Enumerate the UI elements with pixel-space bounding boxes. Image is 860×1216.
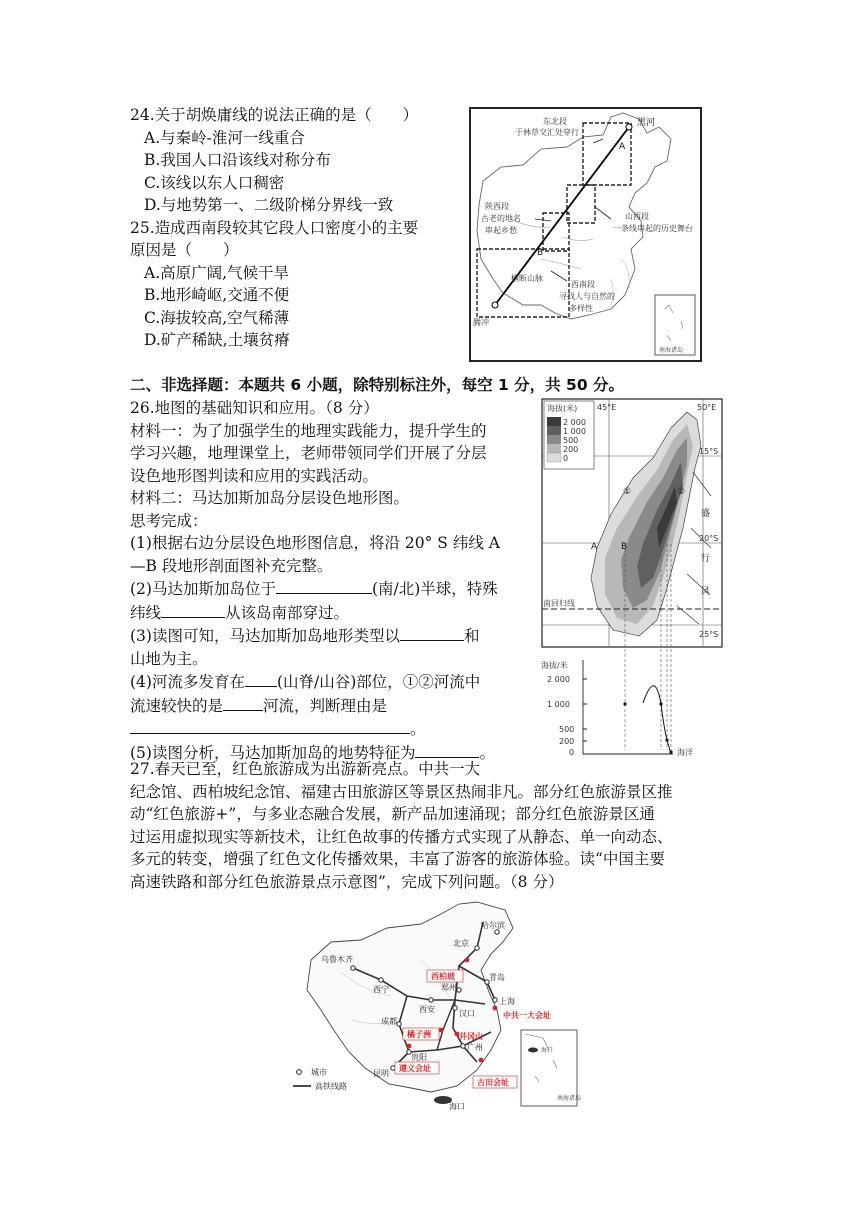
city-haikou: 海口 xyxy=(449,1102,465,1110)
city-xining: 西宁 xyxy=(373,985,389,994)
site-jinggangshan: 井冈山 xyxy=(459,1032,483,1041)
wind-label-2: 行 xyxy=(701,554,711,564)
site-zunyi: 遵义会址 xyxy=(399,1064,431,1073)
northeast-caption: 于林草交汇处穿行 xyxy=(515,128,579,137)
madagascar-figure xyxy=(541,398,723,756)
q24-option-a[interactable]: A.与秦岭-淮河一线重合 xyxy=(144,128,305,147)
q25-option-a[interactable]: A.高原广阔,气候干旱 xyxy=(144,263,290,282)
q26-blank-ridge-valley[interactable] xyxy=(245,670,277,687)
q26-blank-hemisphere[interactable] xyxy=(276,577,372,594)
legend-item-500: 500 xyxy=(563,436,579,445)
profile-tick-200: 200 xyxy=(559,737,575,746)
profile-tick-1000: 1 000 xyxy=(547,700,570,709)
southwest-title: 西南段 xyxy=(571,280,595,289)
shanxi-caption: 一条线串起的历史舞台 xyxy=(613,224,693,233)
southwest-caption1: 寻找人与自然的 xyxy=(559,292,615,301)
profile-tick-0: 0 xyxy=(569,748,575,756)
profile-tick-500: 500 xyxy=(559,725,575,734)
q26-p2-line1: (2)马达加斯加岛位于 (南/北)半球，特殊 xyxy=(130,577,500,601)
q26-p3-line2: 山地为主。 xyxy=(130,649,208,668)
q27-line1: 27.春天已至，红色旅游成为出游新亮点。中共一大 xyxy=(130,760,481,778)
q26-p4-line1: (4)河流多发育在 (山脊/山谷)部位，①②河流中 xyxy=(130,670,500,694)
shaanxi-caption2: 串起乡愁 xyxy=(485,226,517,235)
wind-label-3: 风 xyxy=(701,587,711,597)
q26-p2-line2: 纬线 从该岛南部穿过。 xyxy=(130,601,500,625)
q26-blank-terrain[interactable] xyxy=(400,624,464,641)
city-urumqi: 乌鲁木齐 xyxy=(321,955,353,964)
legend-title: 海拔(米) xyxy=(547,404,578,413)
shaanxi-caption1: 古老的地名 xyxy=(481,214,521,223)
southwest-segment-box xyxy=(477,249,569,317)
q27-line4: 过运用虚拟现实等新技术，让红色故事的传播方式实现了从静态、单一向动态、 xyxy=(130,827,673,846)
inset-city-haikou: 海口 xyxy=(541,1047,554,1054)
river-2-label: ② xyxy=(677,487,686,497)
q26-p4-line3: 。 xyxy=(130,717,500,741)
legend-city-label: 城市 xyxy=(311,1068,327,1077)
q27-line5: 多元的转变，增强了红色文化传播效果，丰富了游客的旅游体验。读“中国主要 xyxy=(130,850,665,868)
q26-think: 思考完成： xyxy=(130,511,208,530)
site-xibaipo: 西柏坡 xyxy=(431,972,455,981)
longitude-50e: 50°E xyxy=(697,403,717,412)
q27-line2: 纪念馆、西柏坡纪念馆、福建古田旅游区等景区热闹非凡。部分红色旅游景区推 xyxy=(130,782,673,801)
site-cpc-first-congress: 中共一大会址 xyxy=(503,1011,551,1020)
legend-item-2000: 2 000 xyxy=(563,418,586,427)
latitude-15s: 15°S xyxy=(699,447,719,456)
q26-p3-line1: (3)读图可知，马达加斯加岛地形类型以 和 xyxy=(130,624,500,648)
q25-option-c[interactable]: C.海拔较高,空气稀薄 xyxy=(144,308,290,327)
site-gutian: 古田会址 xyxy=(477,1078,509,1087)
latitude-25s: 25°S xyxy=(699,630,719,639)
inset-caption: 南海诸岛 xyxy=(557,1095,581,1102)
city-kunming: 昆明 xyxy=(373,1069,389,1078)
hu-line-map xyxy=(469,107,702,362)
q26-p5: (5)读图分析，马达加斯加岛的地势特征为 。 xyxy=(130,741,500,765)
legend-item-1000: 1 000 xyxy=(563,427,586,436)
profile-tick-2000: 2 000 xyxy=(547,675,570,684)
q26-material1-line3: 设色地形图判读和应用的实践活动。 xyxy=(130,466,379,485)
river-1-label: ① xyxy=(623,487,632,497)
q27-line6: 高速铁路和部分红色旅游景点示意图”，完成下列问题。（8 分） xyxy=(130,872,564,891)
ocean-label: 海洋 xyxy=(677,748,693,756)
latitude-20s: 20°S xyxy=(699,534,719,543)
city-zhengzhou: 郑州 xyxy=(441,983,457,992)
q24-block xyxy=(130,104,418,352)
city-chengdu: 成都 xyxy=(381,1017,397,1026)
q26-material2: 材料二：马达加斯加岛分层设色地形图。 xyxy=(130,489,410,507)
q26-p1-line2: —B 段地形剖面图补充完整。 xyxy=(130,556,333,575)
q24-option-c[interactable]: C.该线以东人口稠密 xyxy=(144,173,285,192)
hengduan-label: 横断山脉 xyxy=(511,274,543,283)
tengchong-label: 腾冲 xyxy=(473,318,489,327)
q26-material1-line1: 材料一：为了加强学生的地理实践能力，提升学生的 xyxy=(130,421,487,440)
point-b-label: B xyxy=(537,248,544,258)
city-qingdao: 青岛 xyxy=(489,973,505,982)
profile-point-b: B xyxy=(621,542,628,552)
q26-blank-relief[interactable] xyxy=(415,741,479,758)
city-xian: 西安 xyxy=(419,1005,435,1014)
northeast-title: 东北段 xyxy=(543,117,567,126)
wind-label-1: 盛 xyxy=(701,509,711,519)
legend-city-symbol xyxy=(297,1070,302,1075)
q25-stem-line2: 原因是（ ） xyxy=(130,241,239,259)
shaanxi-segment-box xyxy=(543,213,569,251)
q25-option-b[interactable]: B.地形崎岖,交通不便 xyxy=(144,286,290,304)
northeast-segment-box xyxy=(583,123,631,185)
q24-option-b[interactable]: B.我国人口沿该线对称分布 xyxy=(144,151,331,169)
q24-option-d[interactable]: D.与地势第一、二级阶梯分界线一致 xyxy=(144,196,394,214)
q27-line3: 动“红色旅游+”，与多业态融合发展，新产品加速涌现；部分红色旅游景区通 xyxy=(130,805,655,823)
city-shanghai: 上海 xyxy=(499,997,515,1006)
q27-block xyxy=(130,758,673,893)
city-beijing: 北京 xyxy=(453,939,469,948)
q26-blank-river[interactable] xyxy=(223,694,263,711)
city-harbin: 哈尔滨 xyxy=(481,921,505,930)
section-two-header: 二、非选择题：本题共 6 小题，除特别标注外，每空 1 分，共 50 分。 xyxy=(130,376,625,394)
legend-item-200: 200 xyxy=(563,445,579,454)
point-a-label: A xyxy=(619,142,626,152)
legend-item-0: 0 xyxy=(563,454,569,463)
site-juzizhou: 橘子洲 xyxy=(407,1030,431,1039)
shanxi-title: 山西段 xyxy=(625,212,649,221)
q26-title: 26.地图的基础知识和应用。（8 分） xyxy=(130,399,379,417)
q26-p4-line2: 流速较快的是 河流，判断理由是 xyxy=(130,694,500,718)
q26-blank-latitude[interactable] xyxy=(161,601,225,618)
q25-stem-line1: 25.造成西南段较其它段人口密度小的主要 xyxy=(130,218,419,237)
q26-blank-reason[interactable] xyxy=(130,717,410,734)
q26-material1-line2: 学习兴趣，地理课堂上，老师带领同学们开展了分层 xyxy=(130,444,487,462)
q26-p1-line1: (1)根据右边分层设色地形图信息，将沿 20° S 纬线 A xyxy=(130,534,500,552)
city-guangzhou: 广州 xyxy=(467,1043,483,1052)
tropic-label: 南回归线 xyxy=(543,599,575,608)
southwest-caption2: 多样性 xyxy=(569,304,593,313)
q24-stem: 24.关于胡焕庸线的说法正确的是（ ） xyxy=(130,106,419,124)
profile-point-a: A xyxy=(591,542,598,552)
city-guiyang: 贵阳 xyxy=(411,1053,427,1062)
china-hsr-map xyxy=(291,900,581,1110)
heihe-label: 黑河 xyxy=(637,118,656,128)
inset-caption: 南海诸岛 xyxy=(659,347,684,354)
city-hankou: 汉口 xyxy=(459,1009,475,1018)
south-china-sea-inset xyxy=(655,295,695,355)
q25-option-d[interactable]: D.矿产稀缺,土壤贫瘠 xyxy=(144,331,290,349)
q26-block xyxy=(130,397,500,764)
shaanxi-title: 陕西段 xyxy=(485,202,509,211)
longitude-45e: 45°E xyxy=(597,403,617,412)
legend-rail-label: 高铁线路 xyxy=(315,1082,347,1091)
profile-y-axis-title: 海拔/米 xyxy=(541,661,568,670)
